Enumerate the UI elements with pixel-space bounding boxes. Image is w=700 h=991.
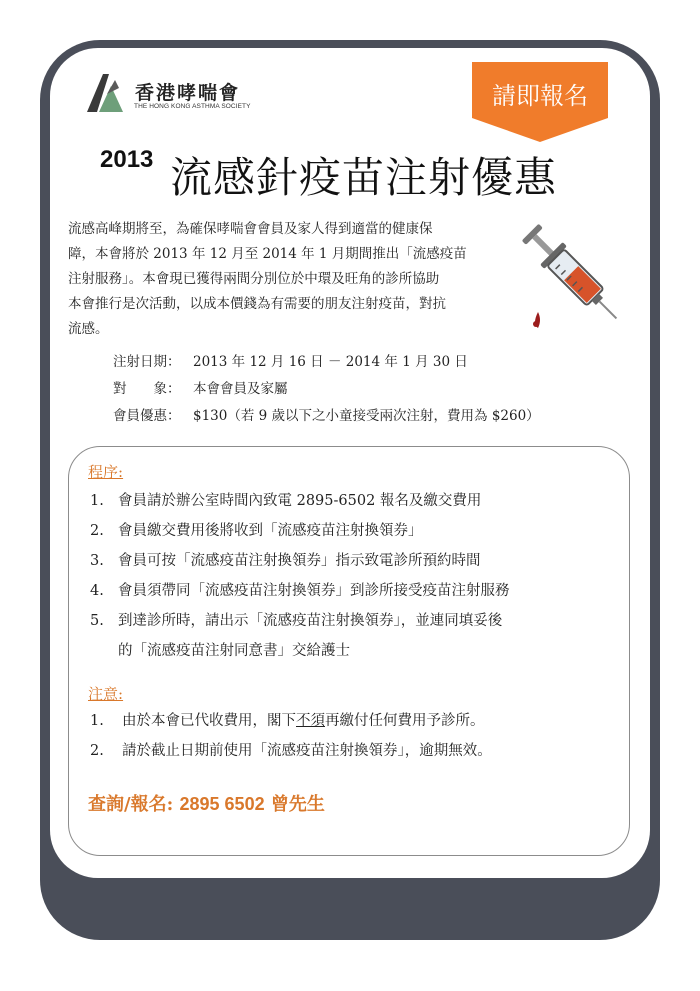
list-item: 2. 請於截止日期前使用「流感疫苗注射換領券」，逾期無效。: [90, 743, 492, 759]
detail-value: 2013 年 12 月 16 日 － 2014 年 1 月 30 日: [193, 354, 468, 370]
detail-label: 會員優惠：: [113, 408, 181, 424]
contact-phone[interactable]: 2895 6502: [179, 794, 265, 814]
intro-line: 流感高峰期將至，為確保哮喘會會員及家人得到適當的健康保: [68, 221, 433, 237]
list-item: 3. 會員可按「流感疫苗注射換領券」指示致電診所預約時間: [90, 553, 481, 569]
detail-value: $130（若 9 歲以下之小童接受兩次注射，費用為 $260）: [193, 408, 540, 424]
procedure-title: 程序:: [88, 463, 124, 481]
procedure-list: [90, 486, 510, 666]
contact-line: [88, 790, 325, 816]
detail-row: [113, 403, 540, 430]
intro-paragraph: [68, 217, 528, 342]
list-item: 5. 到達診所時，請出示「流感疫苗注射換領券」，並連同填妥後: [90, 613, 503, 629]
detail-value: 本會會員及家屬: [193, 381, 288, 397]
detail-row: [113, 376, 540, 403]
intro-line: 障，本會將於 2013 年 12 月至 2014 年 1 月期間推出「流感疫苗: [68, 246, 467, 262]
detail-row: [113, 349, 540, 376]
notes-title: 注意:: [88, 685, 124, 703]
logo-name-en: THE HONG KONG ASTHMA SOCIETY: [134, 103, 251, 110]
intro-line: 流感。: [68, 321, 109, 337]
intro-line: 本會推行是次活動，以成本價錢為有需要的朋友注射疫苗，對抗: [68, 296, 446, 312]
event-details: [113, 349, 540, 430]
list-item: 1. 由於本會已代收費用，閣下不須再繳付任何費用予診所。: [90, 713, 485, 729]
notes-list: [90, 706, 492, 766]
list-item: 2. 會員繳交費用後將收到「流感疫苗注射換領券」: [90, 523, 423, 539]
syringe-icon: [522, 220, 626, 332]
list-item: 1. 會員請於辦公室時間內致電 2895-6502 報名及繳交費用: [90, 493, 482, 509]
register-now-badge[interactable]: 請即報名: [492, 82, 588, 110]
asthma-society-logo-icon: [85, 72, 125, 114]
detail-label: 對 象：: [113, 381, 181, 397]
list-item: 4. 會員須帶同「流感疫苗注射換領券」到診所接受疫苗注射服務: [90, 583, 510, 599]
detail-label: 注射日期：: [113, 354, 181, 370]
emphasis-text: 不須: [296, 713, 325, 729]
page-title: 流感針疫苗注射優惠: [170, 153, 558, 202]
list-item-continuation: 的「流感疫苗注射同意書」交給護士: [118, 643, 350, 659]
contact-label: 查詢/報名:: [88, 794, 174, 815]
title-year: 2013: [100, 146, 154, 173]
contact-person: 曾先生: [270, 794, 325, 815]
intro-line: 注射服務」。本會現已獲得兩間分別位於中環及旺角的診所協助: [68, 271, 440, 287]
logo-name-cn: 香港哮喘會: [135, 82, 241, 104]
